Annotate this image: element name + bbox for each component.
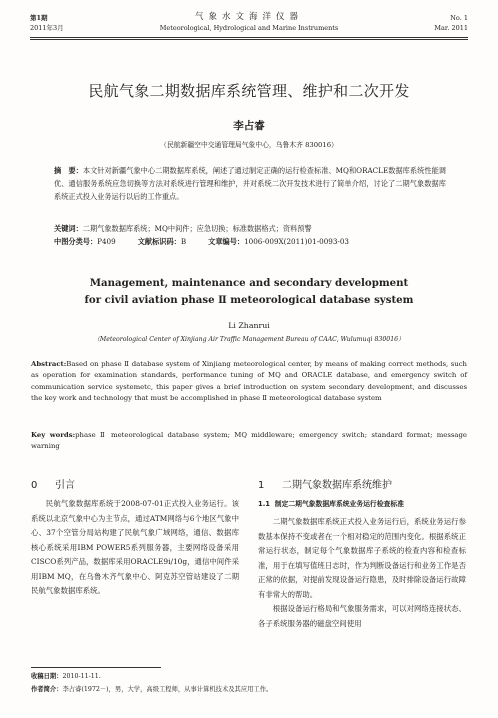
clc-label: 中图分类号： bbox=[54, 237, 98, 246]
journal-name-cn: 气象水文海洋仪器 bbox=[194, 12, 303, 22]
abstract-en-text: Based on phase Ⅱ database system of Xinjiang meteorological center, by means of making correct methods, such as operation for examination standards, performance tuning of MQ and ORACLE database, and emergency switch of communication service systemetc, this paper gives a brief introduction on system secondary development, and discusses the key work and technology that must be accomplished in phase Ⅱ meteorological database system bbox=[31, 360, 467, 403]
running-header-right bbox=[434, 13, 468, 33]
section1-paragraph-2: 根据设备运行格局和气象服务需求，可以对网络连接状态、各子系统服务器的磁盘空间使用 bbox=[258, 604, 466, 628]
issue-date-en: Mar. 2011 bbox=[434, 24, 468, 32]
paper-title-en-line2: for civil aviation phase Ⅱ meteorological database system bbox=[84, 294, 414, 306]
paper-title-cn: 民航气象二期数据库系统管理、维护和二次开发 bbox=[88, 82, 410, 100]
subsection-number: 1.1 bbox=[258, 500, 271, 508]
keywords-en bbox=[31, 430, 467, 453]
author-bio: 李占睿(1972－)，男，大学，高级工程师，从事计算机技术及其应用工作。 bbox=[62, 685, 273, 693]
body-column-left bbox=[31, 497, 239, 599]
footnote-rule bbox=[31, 667, 161, 668]
section-title-0: 引言 bbox=[55, 480, 75, 491]
section-heading-0 bbox=[31, 476, 75, 491]
article-id-value: 1006-009X(2011)01-0093-03 bbox=[244, 237, 349, 246]
received-date: 2010-11-11. bbox=[62, 673, 101, 680]
doc-code-value: B bbox=[180, 237, 187, 246]
keywords-cn-text: 二期气象数据库系统；MQ中间件；应急切换；标准数据格式；资料预警 bbox=[82, 224, 312, 233]
received-label: 收稿日期： bbox=[31, 673, 63, 680]
keywords-en-text: phase Ⅱ meteorological database system; MQ middleware; emergency switch; standard format; message warning bbox=[31, 431, 467, 451]
bio-label: 作者简介： bbox=[31, 685, 63, 693]
author-name-cn: 李占睿 bbox=[233, 120, 265, 132]
abstract-cn-text: 本文针对新疆气象中心二期数据库系统，阐述了通过制定正确的运行检查标准、MQ和ORACLE数据库系统性能调优、通信服务系统应急切换等方法对系统进行管理和维护，并对系统二次开发技术进行了简单介绍，讨论了二期气象数据库系统正式投入业务运行以后的工作重点。 bbox=[54, 166, 446, 202]
header-rule bbox=[30, 37, 468, 38]
keywords-en-label: Key words: bbox=[31, 431, 76, 439]
intro-paragraph: 民航气象数据库系统于2008-07-01正式投入业务运行。该系统以北京气象中心为主节点，通过ATM网络与6个地区气象中心、37个空管分局站构建了民航气象广域网络，通信、数据库核心系统采用IBM POWER5系列服务器，主要网络设备采用CISCO系列产品，数据库采用ORACLE9i/10g，通信中间件采用IBM MQ，在乌鲁木齐气象中心、阿克苏空管站建设了二期民航气象数据库系统。 bbox=[31, 499, 239, 595]
abstract-en bbox=[31, 359, 467, 405]
author-name-en: Li Zhanrui bbox=[228, 321, 270, 330]
affiliation-cn: （民航新疆空中交通管理局气象中心，乌鲁木齐 830016） bbox=[160, 141, 338, 149]
abstract-cn bbox=[54, 164, 446, 204]
section-number-0: 0 bbox=[31, 480, 38, 491]
article-id-label: 文章编号： bbox=[208, 237, 245, 246]
abstract-cn-label: 摘 要： bbox=[54, 166, 83, 175]
running-header-center bbox=[0, 11, 498, 33]
keywords-cn-label: 关键词： bbox=[54, 224, 83, 233]
doc-code-label: 文献标识码： bbox=[137, 237, 181, 246]
abstract-en-label: Abstract: bbox=[31, 360, 67, 368]
classification-line bbox=[54, 235, 454, 248]
section-number-1: 1 bbox=[258, 480, 265, 491]
body-column-right bbox=[258, 515, 466, 631]
issue-date: 2011年3月 bbox=[30, 24, 64, 32]
clc-value: P409 bbox=[97, 237, 116, 246]
author-bio-line bbox=[31, 684, 272, 697]
subsection-title: 制定二期气象数据库系统业务运行检查标准 bbox=[274, 500, 404, 508]
section-title-1: 二期气象数据库系统维护 bbox=[282, 480, 392, 491]
keywords-cn bbox=[54, 222, 454, 235]
header-rule-thin bbox=[30, 39, 468, 40]
subsection-heading-1-1 bbox=[258, 498, 404, 508]
issue-number-en: No. 1 bbox=[450, 14, 468, 22]
section-heading-1 bbox=[258, 476, 392, 491]
section1-paragraph-1: 二期气象数据库系统正式投入业务运行后，系统业务运行参数基本保持不变或者在一个相对稳定的范围内变化。根据系统正常运行状态，制定每个气象数据库子系统的检查内容和检查标准，用于在填写值班日志时，作为判断设备运行和业务工作是否正常的依据，对提前发现设备运行隐患，及时排除设备运行故障有非常大的帮助。 bbox=[258, 517, 466, 599]
footnote bbox=[31, 671, 272, 696]
affiliation-en: （Meteorological Center of Xinjiang Air Traffic Management Bureau of CAAC, Wulumuqi 830016） bbox=[93, 336, 405, 343]
received-date-line bbox=[31, 671, 272, 684]
paper-title-en-line1: Management, maintenance and secondary development bbox=[89, 277, 409, 289]
paper-title-en bbox=[0, 275, 498, 309]
issue-number: 第1期 bbox=[30, 14, 48, 22]
journal-name-en: Meteorological, Hydrological and Marine Instruments bbox=[159, 24, 339, 32]
